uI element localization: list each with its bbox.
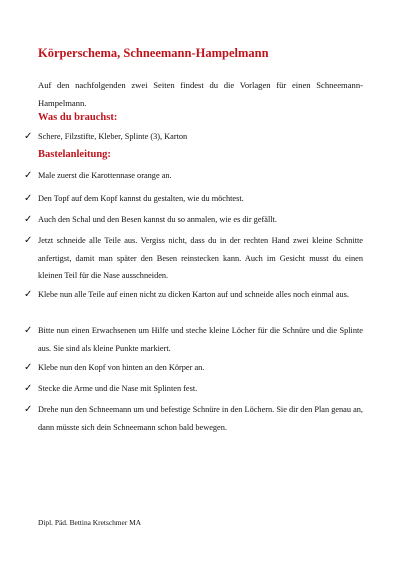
checkmark-icon: ✓	[24, 289, 33, 300]
checkmark-icon: ✓	[24, 404, 33, 415]
checkmark-icon: ✓	[24, 383, 33, 394]
step-item: Auch den Schal und den Besen kannst du so anmalen, wie es dir gefällt.	[38, 215, 277, 224]
step-item: Den Topf auf dem Kopf kannst du gestalten, wie du möchtest.	[38, 194, 244, 203]
checkmark-icon: ✓	[24, 235, 33, 246]
step-item: Drehe nun den Schneemann um und befestige Schnüre in den Löchern. Sie dir den Plan genau an, dann müsste sich dein Schneemann schon bald bewegen.	[38, 405, 363, 432]
checkmark-icon: ✓	[24, 193, 33, 204]
checkmark-icon: ✓	[24, 170, 33, 181]
checkmark-icon: ✓	[24, 131, 33, 142]
checkmark-icon: ✓	[24, 362, 33, 373]
step-item: Klebe nun alle Teile auf einen nicht zu dicken Karton auf und schneide alles noch einmal aus.	[38, 290, 349, 299]
footer-author: Dipl. Päd. Bettina Kretschmer MA	[38, 518, 142, 527]
materials-list: Schere, Filzstifte, Kleber, Splinte (3), Karton	[38, 132, 188, 141]
page-title: Körperschema, Schneemann-Hampelmann	[38, 46, 269, 60]
instructions-heading: Bastelanleitung:	[38, 149, 111, 160]
checkmark-icon: ✓	[24, 214, 33, 225]
materials-heading: Was du brauchst:	[38, 112, 118, 123]
step-item: Jetzt schneide alle Teile aus. Vergiss nicht, dass du in der rechten Hand zwei kleine Schnitte anfertigst, damit man später den Besen reinstecken kann. Auch im Gesicht musst du einen kleinen Teil für die Nase ausschneiden.	[38, 236, 363, 280]
step-item: Bitte nun einen Erwachsenen um Hilfe und steche kleine Löcher für die Schnüre und die Splinte aus. Sie sind als kleine Punkte markiert.	[38, 326, 363, 353]
step-item: Klebe nun den Kopf von hinten an den Körper an.	[38, 363, 205, 372]
step-item: Stecke die Arme und die Nase mit Splinten fest.	[38, 384, 198, 393]
step-item: Male zuerst die Karottennase orange an.	[38, 171, 172, 180]
checkmark-icon: ✓	[24, 325, 33, 336]
intro-paragraph: Auf den nachfolgenden zwei Seiten findest du die Vorlagen für einen Schneemann-Hampelmann.	[38, 80, 363, 108]
